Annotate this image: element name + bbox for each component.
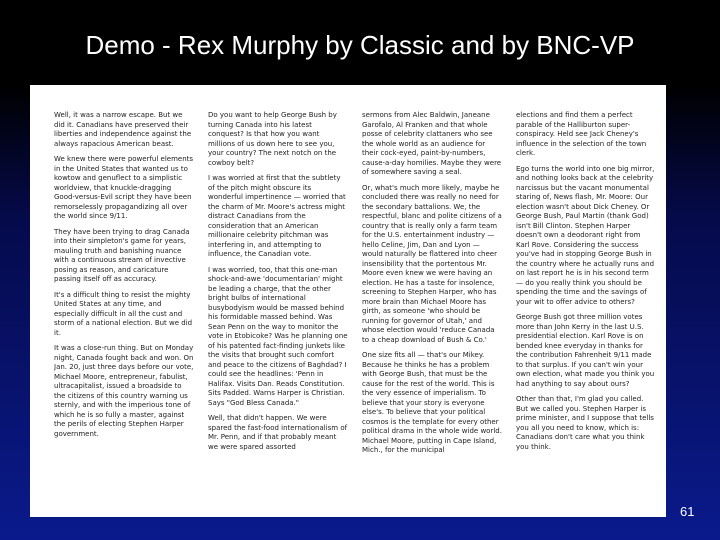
- scanned-document: [30, 85, 666, 517]
- paragraph: I was worried at first that the subtlety of the pitch might obscure its wonderful impertinence — worried that the charm of Mr. Moore's actress might distract Canadians from the consideration that an American millionaire celebrity pitchman was interfering in, and attempting to influence, the Canadian vote.: [208, 174, 346, 258]
- document-column-1: [54, 111, 194, 515]
- document-column-3: [362, 111, 502, 515]
- paragraph: One size fits all — that's our Mikey. Because he thinks he has a problem with George Bush, that must be the cause for the rest of the world. This is the very essence of imperialism. To believe that your story is everyone else's. To believe that your political cosmos is the template for every other political drama in the whole wide world. Michael Moore, putting in Cape Island, Mich., for the municipal: [362, 351, 502, 454]
- paragraph: Well, it was a narrow escape. But we did it. Canadians have preserved their liberties and independence against the always rapacious American beast.: [54, 111, 192, 148]
- document-column-2: [208, 111, 348, 515]
- paragraph: We knew there were powerful elements in the United States that wanted us to kowtow and genuflect to a simplistic worldview, that knuckle-dragging Good-versus-Evil script they have been remorselessly propagandizing all over the world since 9/11.: [54, 155, 194, 220]
- paragraph: Well, that didn't happen. We were spared the fast-food internationalism of Mr. Penn, and if that probably meant we were spared assorted: [208, 414, 348, 451]
- paragraph: I was worried, too, that this one-man shock-and-awe 'documentarian' might be leading a charge, that the other bright bulbs of international busybodyism would be massed behind his formidable massed behind. Was Sean Penn on the way to monitor the vote in Etobicoke? Was he planning one of his patented fact-finding junkets like the visits that brought such comfort and peace to the citizens of Baghdad? I could see the headlines: 'Penn in Halifax. Visits Dan. Reads Constitution. Sits Padded. Warns Harper is Christian. Says "God Bless Canada.": [208, 265, 348, 407]
- paragraph: elections and find them a perfect parable of the Halliburton super-conspiracy. Held see Jack Cheney's influence in the selection of the town clerk.: [516, 111, 647, 157]
- slide-title: Demo - Rex Murphy by Classic and by BNC-VP: [85, 30, 635, 60]
- paragraph: Or, what's much more likely, maybe he concluded there was really no need for the secondary battalions. We, the respectful, blanc and polite citizens of a country that is really only a farm team for the U.S. entertainment industry — hello Celine, Jim, Dan and Lyon — would naturally be flattered into cheer insensibility that the portentous Mr. Moore even knew we were having an election. He has a taste for insolence, screening to Stephen Harper, who has more brain than Michael Moore has girth, as someone 'who should be running for governor of Utah,' and whose election would 'reduce Canada to a cheap download of Bush & Co.': [362, 183, 502, 344]
- paragraph: Do you want to help George Bush by turning Canada into his latest conquest? Is that how you want millions of us down here to see you, your country? The next notch on the cowboy belt?: [208, 111, 337, 167]
- paragraph: George Bush got three million votes more than John Kerry in the last U.S. presidential election. Karl Rove is on bended knee everyday in thanks for the contribution Fahrenheit 9/11 made to that surplus. If you can't win your own election, what made you think you had anything to say about ours?: [516, 313, 655, 388]
- paragraph: Ego turns the world into one big mirror, and nothing looks back at the celebrity narcissus but the vacant monumental staring of, News flash, Mr. Moore: Our election wasn't about Dick Cheney. Or George Bush, Paul Martin (thank God) isn't Bill Clinton. Stephen Harper doesn't own a deodorant right from Karl Rove. Considering the success you've had in stopping George Bush in the country where he actually runs and on last report he is in his second term — do you really think you should be spending the time and the savings of your wit to offer advice to others?: [516, 164, 655, 306]
- paragraph: It was a close-run thing. But on Monday night, Canada fought back and won. On Jan. 20, just three days before our vote, Michael Moore, entrepreneur, fabulist, ultracapitalist, issued a broadside to the citizens of this country warning us sternly, and with the imperious tone of which he is so fully a master, against the perils of electing Stephen Harper government.: [54, 344, 194, 438]
- paragraph: sermons from Alec Baldwin, Janeane Garofalo, Al Franken and that whole posse of celebrity clattaners who see the whole world as an audience for their cock-eyed, paint-by-numbers, cause-a-day homilies. Maybe they were of somewhere saving a seal.: [362, 111, 502, 176]
- paragraph: It's a difficult thing to resist the mighty United States at any time, and especially difficult in all the cust and storm of a national election. But we did it.: [54, 290, 193, 337]
- paragraph: They have been trying to drag Canada into their simpleton's game for years, mauling truth and banishing nuance with a continuous stream of invective posing as reason, and caricature passing itself off as accuracy.: [54, 227, 190, 283]
- document-column-4: [516, 111, 656, 515]
- paragraph: Other than that, I'm glad you called. But we called you. Stephen Harper is prime minister, and I suppose that tells you all you need to know, which is: Canadians don't care what you think you think.: [516, 395, 654, 451]
- slide-number: 61: [680, 504, 695, 519]
